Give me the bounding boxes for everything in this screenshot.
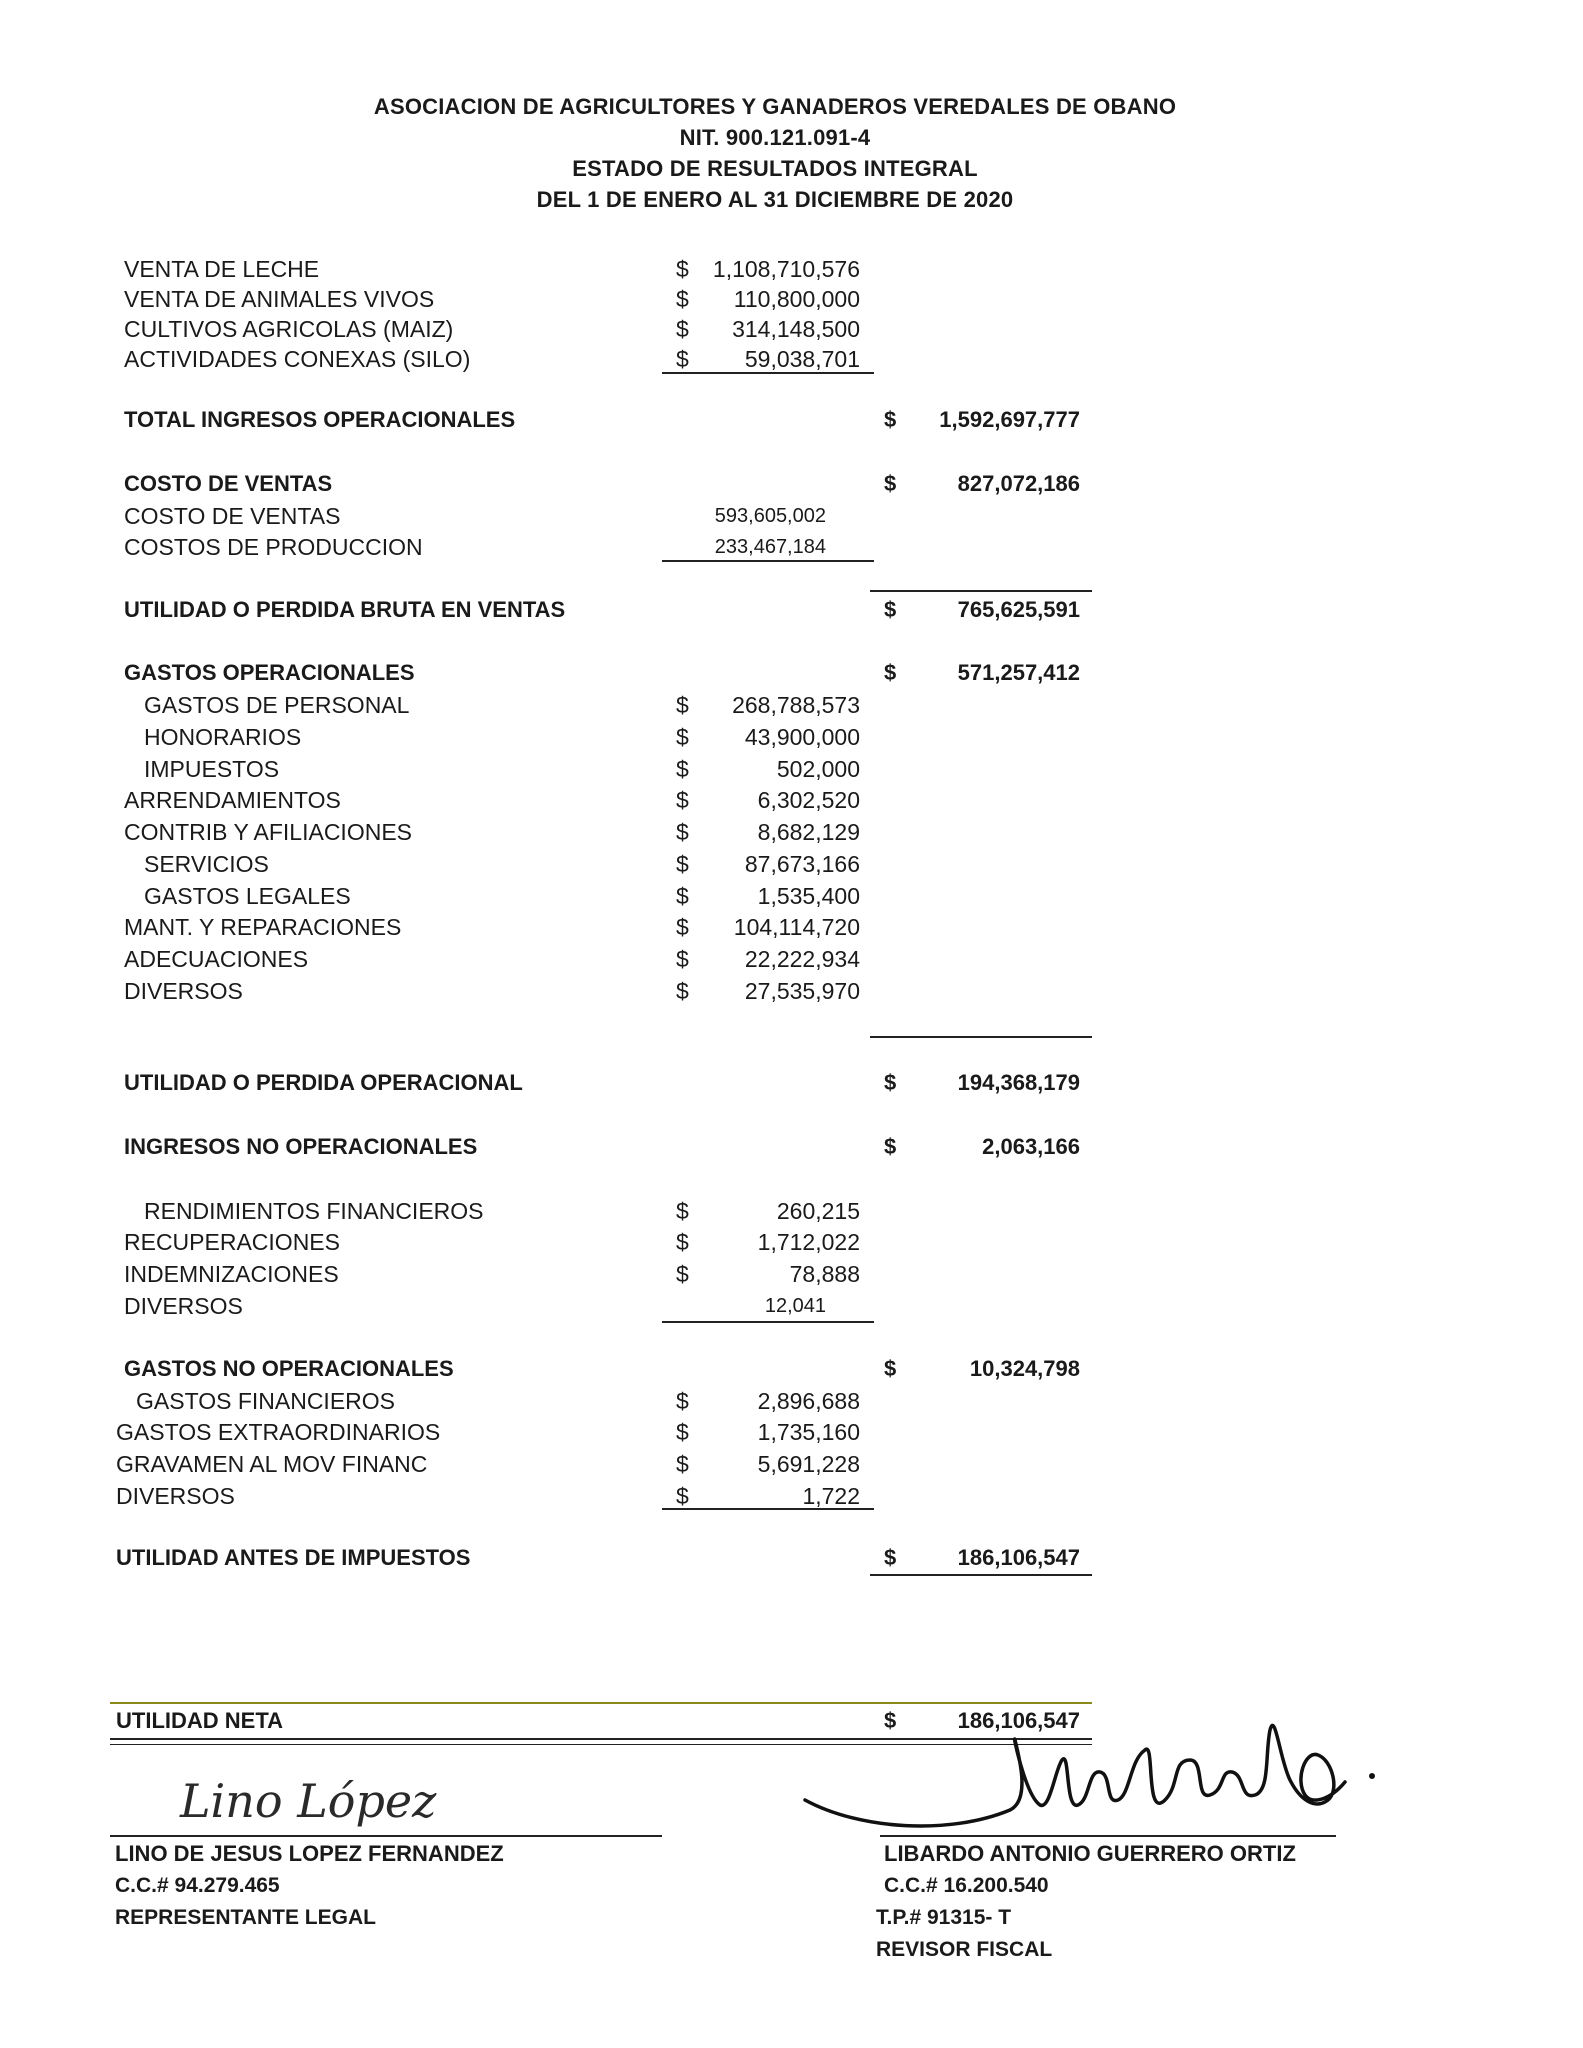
row-label: GRAVAMEN AL MOV FINANC <box>116 1451 428 1477</box>
total-rule <box>870 1574 1092 1576</box>
row-label: ACTIVIDADES CONEXAS (SILO) <box>124 346 471 372</box>
row-label: ARRENDAMIENTOS <box>124 787 341 813</box>
row-label: GASTOS DE PERSONAL <box>144 692 410 718</box>
total-currency-symbol: $ <box>884 407 897 432</box>
total-amount: 194,368,179 <box>957 1070 1080 1095</box>
row-label: UTILIDAD O PERDIDA BRUTA EN VENTAS <box>124 597 566 622</box>
row-label: UTILIDAD NETA <box>116 1708 284 1733</box>
row-label: MANT. Y REPARACIONES <box>124 914 402 940</box>
nit-number: NIT. 900.121.091-4 <box>679 125 871 150</box>
legal-representative-id: C.C.# 94.279.465 <box>115 1874 280 1897</box>
row-label: GASTOS FINANCIEROS <box>136 1388 396 1414</box>
row-label: UTILIDAD ANTES DE IMPUESTOS <box>116 1545 471 1570</box>
total-currency-symbol: $ <box>884 1545 897 1570</box>
legal-representative-role: REPRESENTANTE LEGAL <box>115 1906 376 1929</box>
detail-amount: 6,302,520 <box>757 787 860 813</box>
currency-symbol: $ <box>676 724 689 750</box>
total-amount: 186,106,547 <box>957 1545 1080 1570</box>
total-currency-symbol: $ <box>884 471 897 496</box>
currency-symbol: $ <box>676 1483 689 1509</box>
row-label: UTILIDAD O PERDIDA OPERACIONAL <box>124 1070 523 1095</box>
total-currency-symbol: $ <box>884 1356 897 1381</box>
row-label: RECUPERACIONES <box>124 1229 340 1255</box>
detail-amount: 502,000 <box>776 756 860 782</box>
detail-amount: 12,041 <box>764 1295 826 1317</box>
detail-amount: 104,114,720 <box>733 914 860 940</box>
detail-amount: 78,888 <box>789 1261 860 1287</box>
row-label: GASTOS EXTRAORDINARIOS <box>116 1419 441 1445</box>
detail-amount: 59,038,701 <box>744 346 860 372</box>
currency-symbol: $ <box>676 1261 689 1287</box>
detail-amount: 268,788,573 <box>732 692 860 718</box>
total-amount: 827,072,186 <box>957 471 1080 496</box>
detail-amount: 314,148,500 <box>732 316 860 342</box>
row-label: IMPUESTOS <box>144 756 280 782</box>
row-label: HONORARIOS <box>144 724 302 750</box>
total-rule <box>870 1036 1092 1038</box>
currency-symbol: $ <box>676 1419 689 1445</box>
detail-amount: 110,800,000 <box>733 286 860 312</box>
fiscal-reviewer-id: C.C.# 16.200.540 <box>884 1874 1049 1897</box>
row-label: GASTOS NO OPERACIONALES <box>124 1356 454 1381</box>
detail-amount: 1,535,400 <box>757 883 860 909</box>
subtotal-rule <box>662 560 874 562</box>
fiscal-reviewer-tp: T.P.# 91315- T <box>876 1906 1012 1929</box>
total-currency-symbol: $ <box>884 1070 897 1095</box>
total-currency-symbol: $ <box>884 660 897 685</box>
total-amount: 2,063,166 <box>982 1134 1080 1159</box>
signature-libardo-guerrero <box>800 1700 1380 1850</box>
detail-amount: 27,535,970 <box>744 978 860 1004</box>
currency-symbol: $ <box>676 978 689 1004</box>
legal-representative-name: LINO DE JESUS LOPEZ FERNANDEZ <box>115 1841 504 1866</box>
total-amount: 1,592,697,777 <box>939 407 1080 432</box>
currency-symbol: $ <box>676 1198 689 1224</box>
signature-line-left <box>110 1835 662 1837</box>
row-label: TOTAL INGRESOS OPERACIONALES <box>124 407 516 432</box>
total-amount: 10,324,798 <box>969 1356 1080 1381</box>
total-amount: 765,625,591 <box>957 597 1080 622</box>
detail-amount: 1,722 <box>802 1483 860 1509</box>
detail-amount: 1,735,160 <box>757 1419 860 1445</box>
row-label: VENTA DE LECHE <box>124 256 320 282</box>
total-currency-symbol: $ <box>884 597 897 622</box>
fiscal-reviewer-role: REVISOR FISCAL <box>876 1938 1053 1961</box>
currency-symbol: $ <box>676 851 689 877</box>
signature-lino-lopez <box>170 1755 470 1835</box>
signature-lino-lopez-handwriting: Lino López <box>180 1774 437 1828</box>
total-rule <box>870 590 1092 592</box>
currency-symbol: $ <box>676 914 689 940</box>
currency-symbol: $ <box>676 756 689 782</box>
currency-symbol: $ <box>676 316 689 342</box>
currency-symbol: $ <box>676 692 689 718</box>
currency-symbol: $ <box>676 1388 689 1414</box>
detail-amount: 8,682,129 <box>757 819 860 845</box>
fiscal-reviewer-name: LIBARDO ANTONIO GUERRERO ORTIZ <box>884 1841 1296 1866</box>
detail-amount: 1,712,022 <box>757 1229 860 1255</box>
currency-symbol: $ <box>676 819 689 845</box>
row-label: GASTOS OPERACIONALES <box>124 660 415 685</box>
row-label: DIVERSOS <box>124 978 243 1004</box>
detail-amount: 233,467,184 <box>714 536 826 558</box>
row-label: COSTOS DE PRODUCCION <box>124 534 423 560</box>
row-label: VENTA DE ANIMALES VIVOS <box>124 286 435 312</box>
currency-symbol: $ <box>676 883 689 909</box>
currency-symbol: $ <box>676 1451 689 1477</box>
organization-name: ASOCIACION DE AGRICULTORES Y GANADEROS VEREDALES DE OBANO <box>373 94 1177 119</box>
row-label: COSTO DE VENTAS <box>124 471 333 496</box>
currency-symbol: $ <box>676 346 689 372</box>
row-label: GASTOS LEGALES <box>144 883 351 909</box>
total-currency-symbol: $ <box>884 1708 897 1733</box>
row-label: SERVICIOS <box>144 851 269 877</box>
total-currency-symbol: $ <box>884 1134 897 1159</box>
detail-amount: 87,673,166 <box>744 851 860 877</box>
currency-symbol: $ <box>676 787 689 813</box>
currency-symbol: $ <box>676 1229 689 1255</box>
detail-amount: 2,896,688 <box>757 1388 860 1414</box>
statement-period: DEL 1 DE ENERO AL 31 DICIEMBRE DE 2020 <box>536 187 1014 212</box>
detail-amount: 43,900,000 <box>744 724 860 750</box>
row-label: RENDIMIENTOS FINANCIEROS <box>144 1198 484 1224</box>
subtotal-rule <box>662 372 874 374</box>
total-amount: 186,106,547 <box>957 1708 1080 1733</box>
statement-title: ESTADO DE RESULTADOS INTEGRAL <box>572 156 978 181</box>
row-label: DIVERSOS <box>124 1293 243 1319</box>
total-amount: 571,257,412 <box>957 660 1080 685</box>
currency-symbol: $ <box>676 946 689 972</box>
subtotal-rule <box>662 1321 874 1323</box>
row-label: INDEMNIZACIONES <box>124 1261 339 1287</box>
detail-amount: 260,215 <box>776 1198 860 1224</box>
row-label: INGRESOS NO OPERACIONALES <box>124 1134 478 1159</box>
detail-amount: 593,605,002 <box>714 505 826 527</box>
row-label: COSTO DE VENTAS <box>124 503 341 529</box>
detail-amount: 1,108,710,576 <box>712 256 860 282</box>
row-label: CONTRIB Y AFILIACIONES <box>124 819 413 845</box>
currency-symbol: $ <box>676 256 689 282</box>
detail-amount: 22,222,934 <box>744 946 860 972</box>
row-label: ADECUACIONES <box>124 946 309 972</box>
currency-symbol: $ <box>676 286 689 312</box>
row-label: DIVERSOS <box>116 1483 235 1509</box>
detail-amount: 5,691,228 <box>757 1451 860 1477</box>
row-label: CULTIVOS AGRICOLAS (MAIZ) <box>124 316 454 342</box>
subtotal-rule <box>662 1508 874 1510</box>
